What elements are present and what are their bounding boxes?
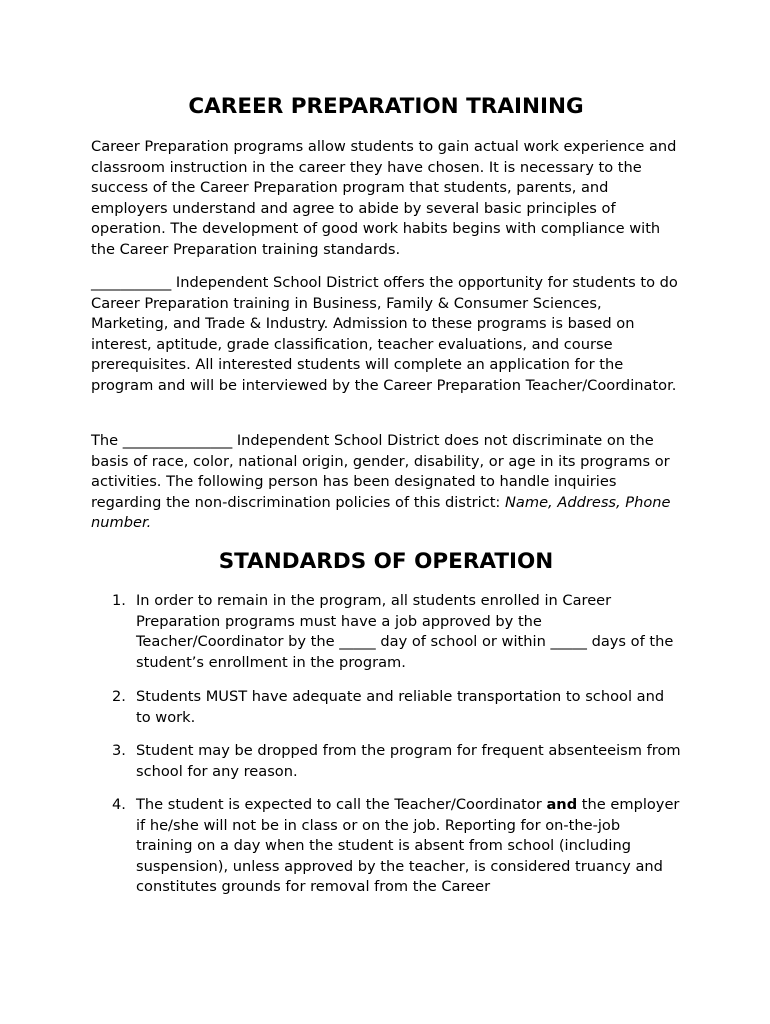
list-item-text-part: the employer if he/she will not be in class or on the job. Reporting for on-the-job training on a day when the student is absent from school (including suspension), unless approved by the teacher, is considered truancy and constitutes grounds for removal from the Career — [136, 796, 680, 896]
list-item-text: In order to remain in the program, all students enrolled in Career Preparation programs must have a job approved by the Teacher/Coordinator by the _____ day of school or within _____ days of the student’s enrollment in the program. — [136, 592, 674, 671]
district-paragraph: ___________ Independent School District offers the opportunity for students to do Career Preparation training in Business, Family & Consumer Sciences, Marketing, and Trade & Industry. Admission to these programs is based on interest, aptitude, grade classification, teacher evaluations, and course prerequisites. All interested students will complete an application for the program and will be interviewed by the Career Preparation Teacher/Coordinator. — [91, 274, 678, 394]
section-title: STANDARDS OF OPERATION — [218, 549, 554, 574]
list-item-text — [136, 795, 681, 898]
emphasis-and: and — [546, 796, 578, 813]
list-item-text: Students MUST have adequate and reliable transportation to school and to work. — [136, 688, 665, 726]
list-item-number: 1. — [112, 592, 126, 609]
list-item-text-part: The student is expected to call the Teacher/Coordinator — [136, 796, 547, 813]
list-item-number: 2. — [112, 688, 126, 705]
list-item-number: 3. — [112, 742, 126, 759]
intro-paragraph: Career Preparation programs allow students to gain actual work experience and classroom instruction in the career they have chosen. It is necessary to the success of the Career Preparation program that students, parents, and employers understand and agree to abide by several basic principles of operation. The development of good work habits begins with compliance with the Career Preparation training standards. — [91, 138, 677, 258]
list-item-text: Student may be dropped from the program for frequent absenteeism from school for any reason. — [136, 742, 681, 780]
non-discrimination-text: The _______________ Independent School District does not discriminate on the basis of race, color, national origin, gender, disability, or age in its programs or activities. The following person has been designated to handle inquiries regarding the non-discrimination policies of this district: — [91, 432, 670, 511]
non-discrimination-paragraph — [91, 431, 681, 534]
list-item-number: 4. — [112, 796, 126, 813]
page-title: CAREER PREPARATION TRAINING — [188, 94, 584, 119]
contact-placeholder: Name, Address, Phone number. — [91, 493, 671, 532]
